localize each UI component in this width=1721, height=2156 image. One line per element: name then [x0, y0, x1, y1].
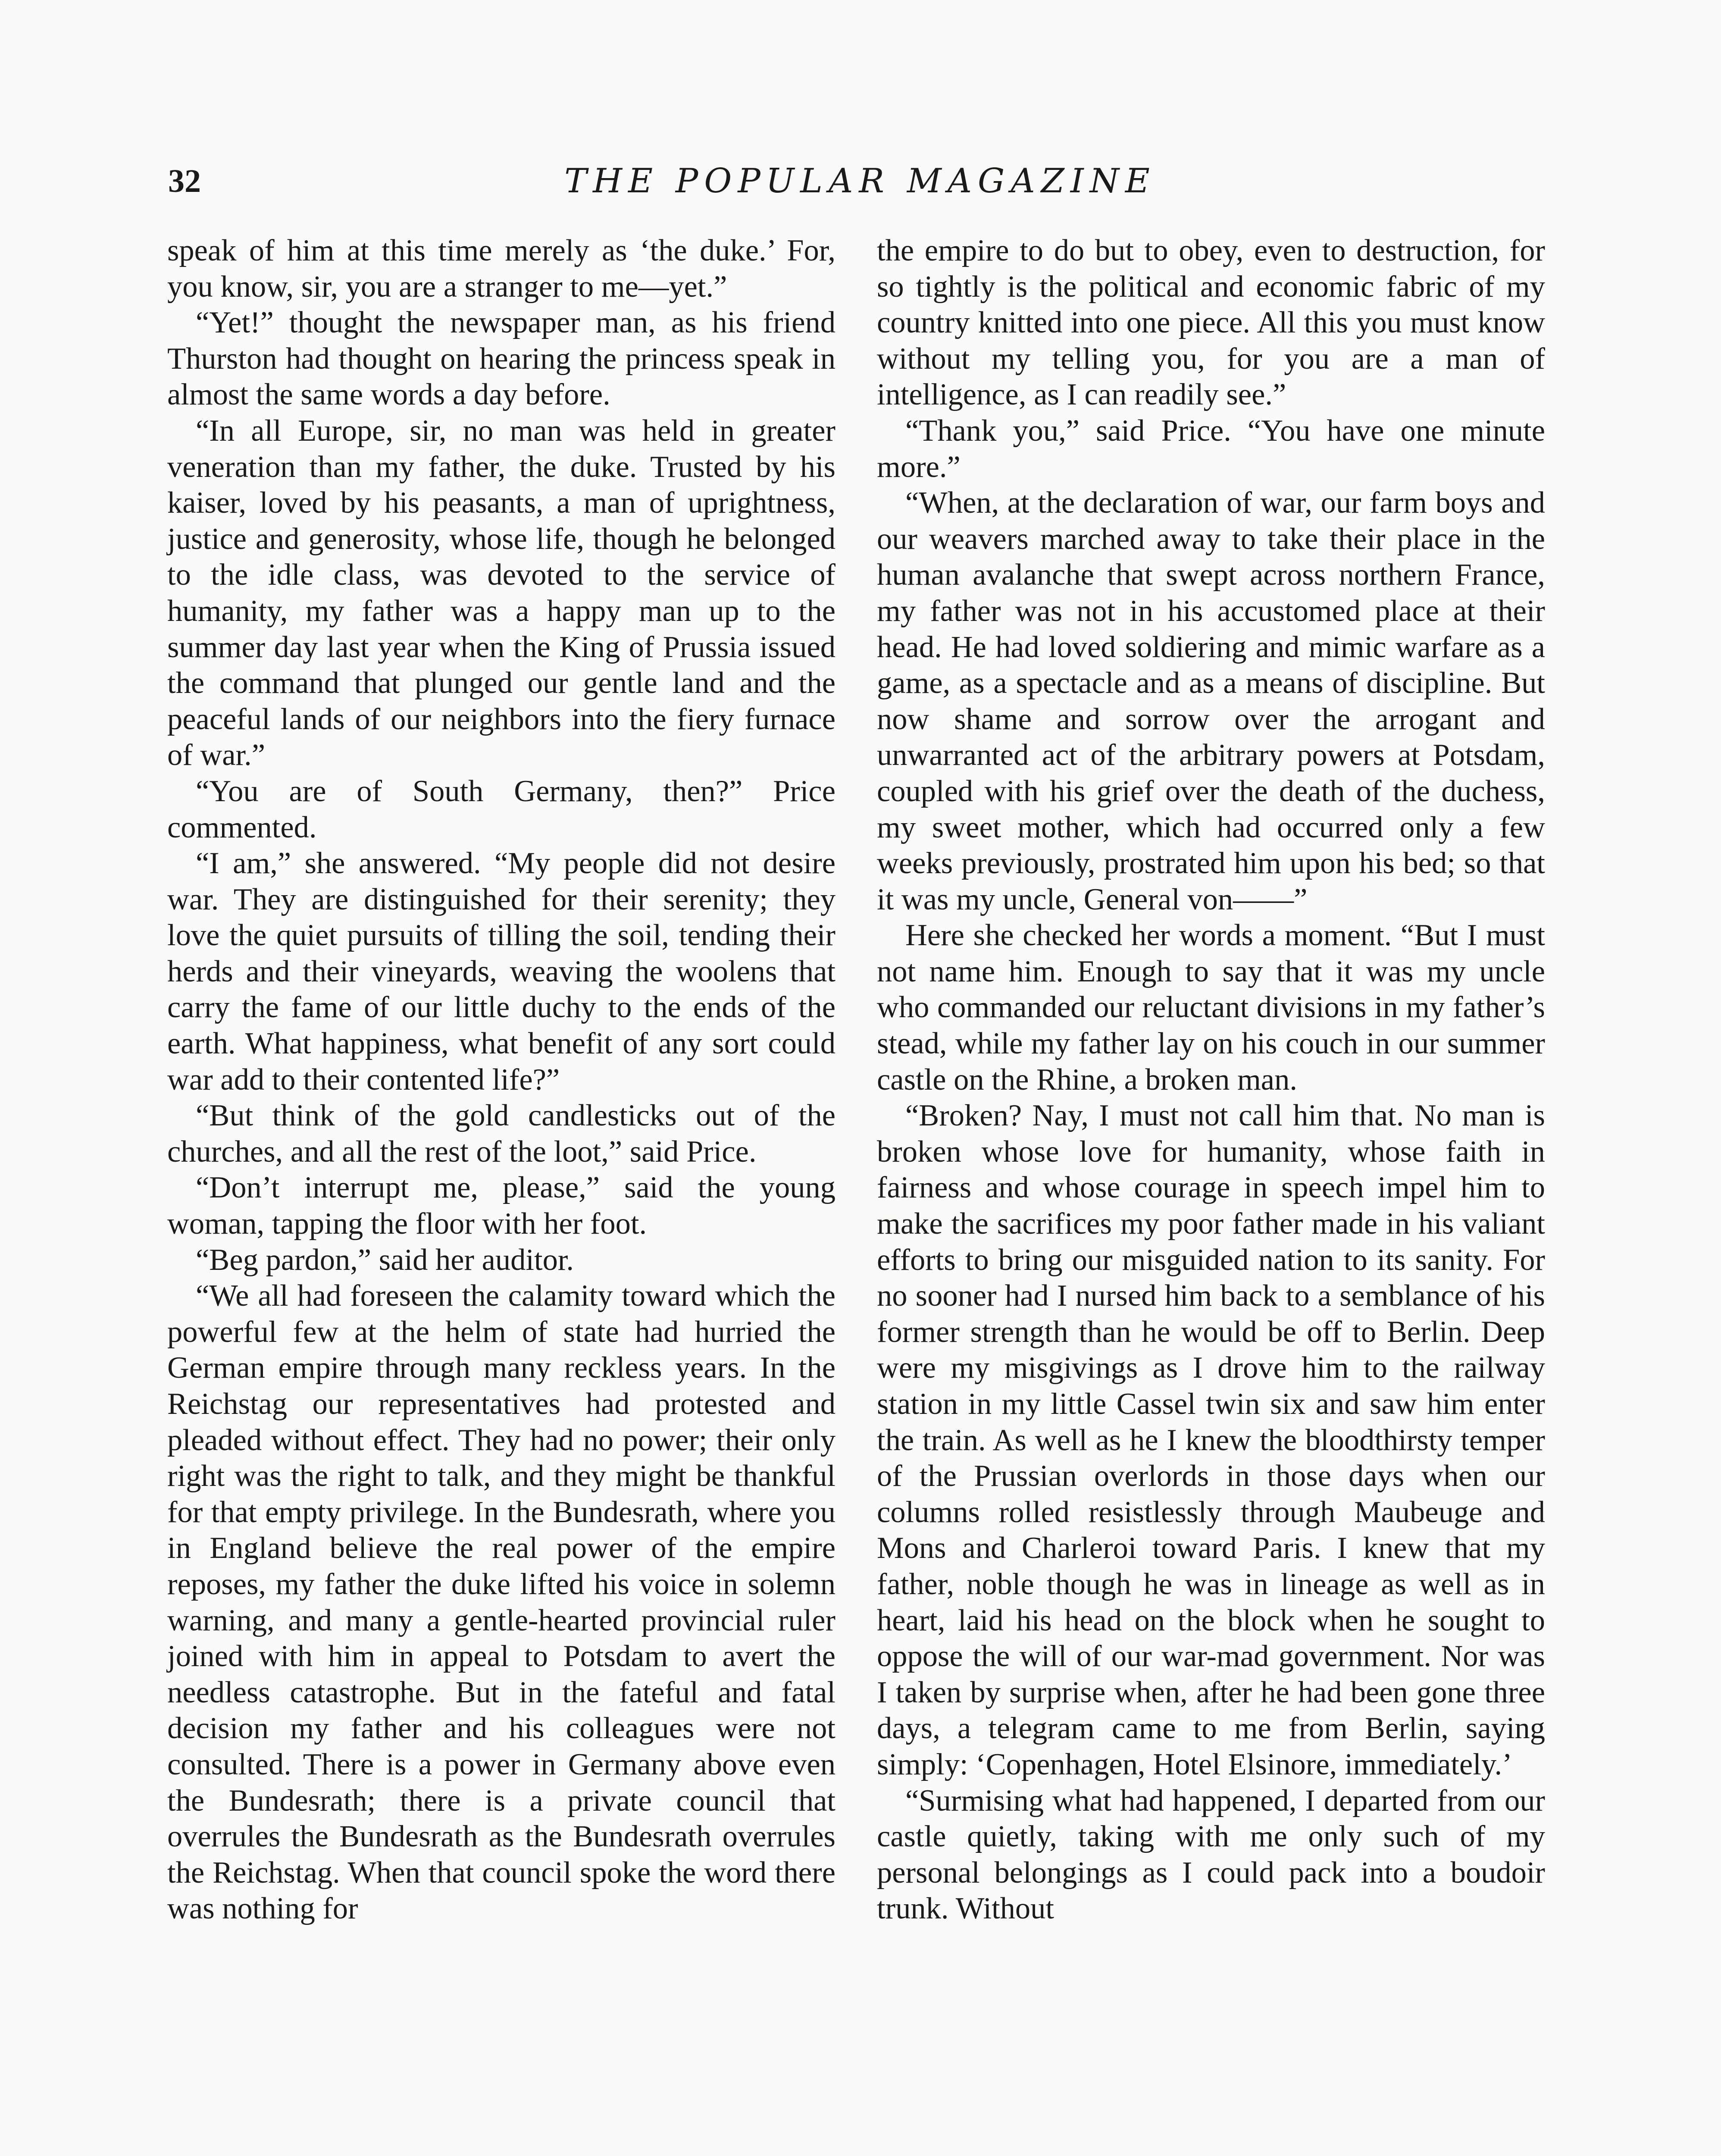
paragraph: “Thank you,” said Price. “You have one minute more.”	[877, 414, 1545, 484]
page-number: 32	[168, 163, 201, 199]
paragraph: “You are of South Germany, then?” Price commented.	[167, 774, 835, 844]
paragraph: speak of him at this time merely as ‘the duke.’ For, you know, sir, you are a stranger to me—yet.”	[167, 234, 835, 304]
paragraph: Here she checked her words a moment. “But I must not name him. Enough to say that it was my uncle who commanded our reluctant divisions in my father’s stead, while my father lay on his couch in our summer castle on the Rhine, a broken man.	[877, 918, 1545, 1097]
paragraph: the empire to do but to obey, even to destruction, for so tightly is the political and economic fabric of my country knitted into one piece. All this you must know without my telling you, for you are a man of intelligence, as I can readily see.”	[877, 234, 1545, 412]
paragraph: “Yet!” thought the newspaper man, as his friend Thurston had thought on hearing the princess speak in almost the same words a day before.	[167, 306, 835, 412]
paragraph: “But think of the gold candlesticks out of the churches, and all the rest of the loot,” said Price.	[167, 1099, 835, 1169]
paragraph: “In all Europe, sir, no man was held in greater veneration than my father, the duke. Trusted by his kaiser, loved by his peasants, a man of uprightness, justice and generosity, whose life, though he belonged to the idle class, was devoted to the service of humanity, my father was a happy man up to the summer day last year when the King of Prussia issued the command that plunged our gentle land and the peaceful lands of our neighbors into the fiery furnace of war.”	[167, 414, 835, 772]
page-header	[168, 155, 1552, 207]
paragraph: “I am,” she answered. “My people did not desire war. They are distinguished for their serenity; they love the quiet pursuits of tilling the soil, tending their herds and their vineyards, weaving the woolens that carry the fame of our little duchy to the ends of the earth. What happiness, what benefit of any sort could war add to their contented life?”	[167, 846, 835, 1097]
paragraph: “Beg pardon,” said her auditor.	[196, 1243, 574, 1277]
paragraph: “Don’t interrupt me, please,” said the young woman, tapping the floor with her foot.	[167, 1171, 835, 1241]
paragraph: “When, at the declaration of war, our farm boys and our weavers marched away to take their place in the human avalanche that swept across northern France, my father was not in his accustomed place at their head. He had loved soldiering and mimic warfare as a game, as a spectacle and as a means of discipline. But now shame and sorrow over the arrogant and unwarranted act of the arbitrary powers at Potsdam, coupled with his grief over the death of the duchess, my sweet mother, which had occurred only a few weeks previously, prostrated him upon his bed; so that it was my uncle, General von——”	[877, 486, 1545, 916]
paragraph: “Broken? Nay, I must not call him that. No man is broken whose love for humanity, whose faith in fairness and whose courage in speech impel him to make the sacrifices my poor father made in his valiant efforts to bring our misguided nation to its sanity. For no sooner had I nursed him back to a semblance of his former strength than he would be off to Berlin. Deep were my misgivings as I drove him to the railway station in my little Cassel twin six and saw him enter the train. As well as he I knew the bloodthirsty temper of the Prussian overlords in those days when our columns rolled resistlessly through Maubeuge and Mons and Charleroi toward Paris. I knew that my father, noble though he was in lineage as well as in heart, laid his head on the block when he sought to oppose the will of our war-mad government. Nor was I taken by surprise when, after he had been gone three days, a telegram came to me from Berlin, saying simply: ‘Copenhagen, Hotel Elsinore, immediately.’	[877, 1099, 1545, 1781]
right-column	[877, 233, 1545, 1927]
paragraph: “We all had foreseen the calamity toward which the powerful few at the helm of state had hurried the German empire through many reckless years. In the Reichstag our representatives had protested and pleaded without effect. They had no power; their only right was the right to talk, and they might be thankful for that empty privilege. In the Bundesrath, where you in England believe the real power of the empire reposes, my father the duke lifted his voice in solemn warning, and many a gentle-hearted provincial ruler joined with him in appeal to Potsdam to avert the needless catastrophe. But in the fateful and fatal decision my father and his colleagues were not consulted. There is a power in Germany above even the Bundesrath; there is a private council that overrules the Bundesrath as the Bundesrath overrules the Reichstag. When that council spoke the word there was nothing for	[167, 1279, 835, 1926]
paragraph: “Surmising what had happened, I departed from our castle quietly, taking with me only such of my personal belongings as I could pack into a boudoir trunk. Without	[877, 1783, 1545, 1926]
left-column	[167, 233, 835, 1927]
magazine-title: THE POPULAR MAGAZINE	[564, 162, 1156, 201]
